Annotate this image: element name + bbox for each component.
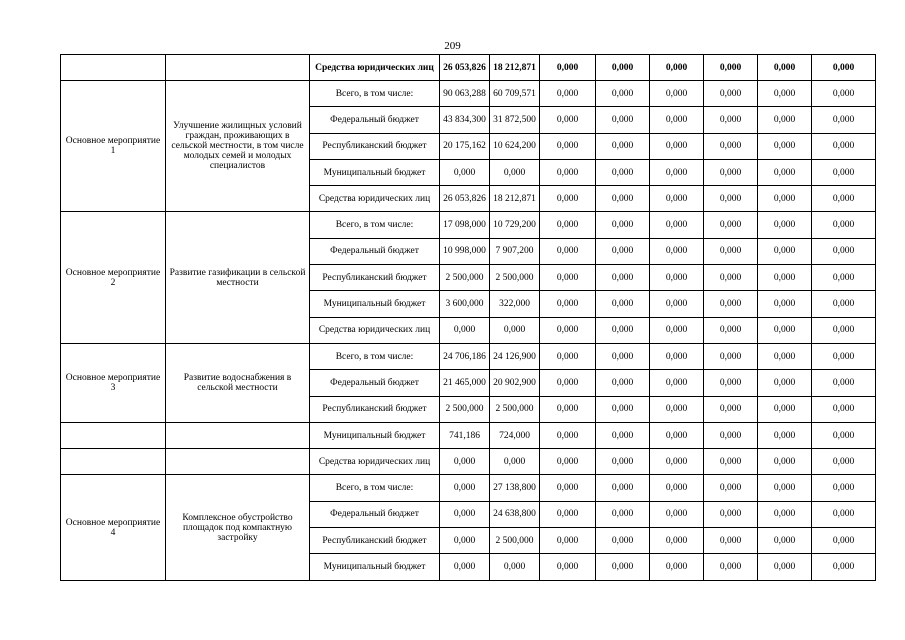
amount-cell: 0,000	[540, 449, 596, 475]
event-cell: Основное мероприятие 2	[61, 212, 166, 343]
amount-cell: 0,000	[540, 55, 596, 81]
amount-cell: 0,000	[596, 186, 650, 212]
amount-cell: 0,000	[704, 212, 758, 238]
funding-source-cell: Всего, в том числе:	[310, 212, 440, 238]
amount-cell: 0,000	[540, 475, 596, 501]
amount-cell: 0,000	[540, 186, 596, 212]
amount-cell: 26 053,826	[440, 55, 490, 81]
funding-source-cell: Федеральный бюджет	[310, 501, 440, 527]
table-row	[61, 449, 876, 475]
amount-cell: 0,000	[540, 107, 596, 133]
table-row	[61, 81, 876, 107]
funding-source-cell: Муниципальный бюджет	[310, 422, 440, 448]
amount-cell: 0,000	[650, 107, 704, 133]
amount-cell: 0,000	[540, 396, 596, 422]
amount-cell: 0,000	[540, 291, 596, 317]
amount-cell: 0,000	[758, 159, 812, 185]
amount-cell: 0,000	[540, 370, 596, 396]
amount-cell: 0,000	[704, 449, 758, 475]
amount-cell: 0,000	[704, 55, 758, 81]
funding-source-cell: Муниципальный бюджет	[310, 159, 440, 185]
budget-table-body	[61, 55, 876, 581]
amount-cell: 24 706,186	[440, 343, 490, 369]
amount-cell: 2 500,000	[440, 396, 490, 422]
amount-cell: 0,000	[650, 370, 704, 396]
amount-cell: 0,000	[490, 554, 540, 580]
amount-cell: 0,000	[704, 186, 758, 212]
amount-cell: 0,000	[490, 317, 540, 343]
amount-cell: 20 902,900	[490, 370, 540, 396]
amount-cell: 0,000	[812, 449, 876, 475]
amount-cell: 0,000	[650, 238, 704, 264]
amount-cell: 0,000	[758, 475, 812, 501]
amount-cell: 0,000	[540, 554, 596, 580]
amount-cell: 26 053,826	[440, 186, 490, 212]
amount-cell: 724,000	[490, 422, 540, 448]
event-cell: Основное мероприятие 1	[61, 81, 166, 212]
description-cell: Развитие водоснабжения в сельской местности	[166, 343, 310, 422]
funding-source-cell: Федеральный бюджет	[310, 238, 440, 264]
amount-cell: 0,000	[650, 475, 704, 501]
amount-cell: 0,000	[758, 554, 812, 580]
funding-source-cell: Средства юридических лиц	[310, 449, 440, 475]
description-cell	[166, 449, 310, 475]
amount-cell: 0,000	[704, 475, 758, 501]
event-cell: Основное мероприятие 4	[61, 475, 166, 580]
amount-cell: 322,000	[490, 291, 540, 317]
amount-cell: 0,000	[812, 81, 876, 107]
amount-cell: 0,000	[596, 133, 650, 159]
amount-cell: 0,000	[704, 370, 758, 396]
amount-cell: 27 138,800	[490, 475, 540, 501]
funding-source-cell: Республиканский бюджет	[310, 528, 440, 554]
amount-cell: 3 600,000	[440, 291, 490, 317]
amount-cell: 0,000	[758, 133, 812, 159]
amount-cell: 0,000	[596, 238, 650, 264]
amount-cell: 0,000	[540, 265, 596, 291]
funding-source-cell: Республиканский бюджет	[310, 265, 440, 291]
event-cell	[61, 422, 166, 448]
amount-cell: 0,000	[704, 159, 758, 185]
amount-cell: 0,000	[596, 449, 650, 475]
amount-cell: 0,000	[440, 554, 490, 580]
amount-cell: 17 098,000	[440, 212, 490, 238]
funding-source-cell: Федеральный бюджет	[310, 370, 440, 396]
amount-cell: 0,000	[540, 317, 596, 343]
table-row	[61, 212, 876, 238]
description-cell: Развитие газификации в сельской местности	[166, 212, 310, 343]
amount-cell: 0,000	[650, 291, 704, 317]
amount-cell: 0,000	[704, 107, 758, 133]
amount-cell: 0,000	[812, 317, 876, 343]
amount-cell: 0,000	[812, 55, 876, 81]
amount-cell: 0,000	[704, 554, 758, 580]
amount-cell: 2 500,000	[490, 265, 540, 291]
amount-cell: 2 500,000	[440, 265, 490, 291]
amount-cell: 0,000	[490, 159, 540, 185]
amount-cell: 90 063,288	[440, 81, 490, 107]
amount-cell: 0,000	[650, 528, 704, 554]
amount-cell: 24 126,900	[490, 343, 540, 369]
amount-cell: 0,000	[758, 370, 812, 396]
amount-cell: 0,000	[650, 317, 704, 343]
amount-cell: 0,000	[650, 343, 704, 369]
amount-cell: 0,000	[812, 291, 876, 317]
amount-cell: 0,000	[596, 291, 650, 317]
amount-cell: 0,000	[596, 475, 650, 501]
funding-source-cell: Федеральный бюджет	[310, 107, 440, 133]
table-row	[61, 343, 876, 369]
funding-source-cell: Средства юридических лиц	[310, 186, 440, 212]
amount-cell: 0,000	[650, 133, 704, 159]
amount-cell: 0,000	[540, 81, 596, 107]
amount-cell: 0,000	[650, 212, 704, 238]
amount-cell: 0,000	[596, 343, 650, 369]
amount-cell: 0,000	[758, 422, 812, 448]
amount-cell: 0,000	[440, 449, 490, 475]
amount-cell: 0,000	[540, 501, 596, 527]
amount-cell: 2 500,000	[490, 528, 540, 554]
table-row	[61, 475, 876, 501]
amount-cell: 7 907,200	[490, 238, 540, 264]
amount-cell: 0,000	[440, 159, 490, 185]
amount-cell: 0,000	[596, 265, 650, 291]
amount-cell: 0,000	[758, 317, 812, 343]
amount-cell: 0,000	[596, 55, 650, 81]
amount-cell: 0,000	[596, 501, 650, 527]
amount-cell: 0,000	[812, 422, 876, 448]
funding-source-cell: Всего, в том числе:	[310, 81, 440, 107]
amount-cell: 0,000	[540, 422, 596, 448]
funding-source-cell: Средства юридических лиц	[310, 55, 440, 81]
amount-cell: 0,000	[704, 343, 758, 369]
amount-cell: 0,000	[650, 501, 704, 527]
amount-cell: 0,000	[650, 186, 704, 212]
funding-source-cell: Муниципальный бюджет	[310, 554, 440, 580]
page-number: 209	[444, 40, 461, 52]
amount-cell: 0,000	[812, 343, 876, 369]
table-row	[61, 55, 876, 81]
amount-cell: 0,000	[596, 212, 650, 238]
amount-cell: 0,000	[596, 107, 650, 133]
table-row	[61, 422, 876, 448]
amount-cell: 0,000	[650, 554, 704, 580]
amount-cell: 0,000	[490, 449, 540, 475]
amount-cell: 0,000	[596, 317, 650, 343]
amount-cell: 0,000	[758, 343, 812, 369]
amount-cell: 10 729,200	[490, 212, 540, 238]
amount-cell: 0,000	[758, 55, 812, 81]
amount-cell: 0,000	[650, 422, 704, 448]
amount-cell: 0,000	[704, 133, 758, 159]
amount-cell: 0,000	[704, 81, 758, 107]
amount-cell: 0,000	[758, 81, 812, 107]
amount-cell: 0,000	[704, 265, 758, 291]
amount-cell: 0,000	[812, 396, 876, 422]
amount-cell: 0,000	[704, 238, 758, 264]
amount-cell: 0,000	[812, 212, 876, 238]
funding-source-cell: Республиканский бюджет	[310, 133, 440, 159]
description-cell: Комплексное обустройство площадок под компактную застройку	[166, 475, 310, 580]
amount-cell: 0,000	[596, 370, 650, 396]
amount-cell: 0,000	[812, 133, 876, 159]
amount-cell: 0,000	[440, 317, 490, 343]
amount-cell: 0,000	[812, 554, 876, 580]
amount-cell: 21 465,000	[440, 370, 490, 396]
amount-cell: 0,000	[812, 501, 876, 527]
amount-cell: 0,000	[758, 212, 812, 238]
amount-cell: 0,000	[812, 186, 876, 212]
amount-cell: 0,000	[704, 422, 758, 448]
funding-source-cell: Всего, в том числе:	[310, 343, 440, 369]
amount-cell: 31 872,500	[490, 107, 540, 133]
funding-source-cell: Средства юридических лиц	[310, 317, 440, 343]
amount-cell: 18 212,871	[490, 186, 540, 212]
amount-cell: 0,000	[758, 291, 812, 317]
amount-cell: 0,000	[758, 449, 812, 475]
funding-source-cell: Республиканский бюджет	[310, 396, 440, 422]
funding-source-cell: Муниципальный бюджет	[310, 291, 440, 317]
amount-cell: 0,000	[812, 475, 876, 501]
amount-cell: 20 175,162	[440, 133, 490, 159]
description-cell	[166, 55, 310, 81]
amount-cell: 43 834,300	[440, 107, 490, 133]
amount-cell: 0,000	[812, 528, 876, 554]
amount-cell: 741,186	[440, 422, 490, 448]
amount-cell: 0,000	[758, 107, 812, 133]
amount-cell: 0,000	[596, 528, 650, 554]
event-cell: Основное мероприятие 3	[61, 343, 166, 422]
amount-cell: 0,000	[650, 396, 704, 422]
amount-cell: 0,000	[758, 186, 812, 212]
amount-cell: 0,000	[440, 475, 490, 501]
amount-cell: 0,000	[540, 212, 596, 238]
budget-table	[60, 54, 876, 581]
amount-cell: 0,000	[704, 317, 758, 343]
amount-cell: 10 998,000	[440, 238, 490, 264]
amount-cell: 0,000	[540, 159, 596, 185]
event-cell	[61, 55, 166, 81]
amount-cell: 0,000	[540, 133, 596, 159]
amount-cell: 2 500,000	[490, 396, 540, 422]
amount-cell: 0,000	[812, 370, 876, 396]
amount-cell: 0,000	[812, 107, 876, 133]
amount-cell: 0,000	[704, 396, 758, 422]
amount-cell: 0,000	[758, 528, 812, 554]
amount-cell: 0,000	[704, 291, 758, 317]
amount-cell: 0,000	[596, 554, 650, 580]
amount-cell: 0,000	[758, 265, 812, 291]
amount-cell: 0,000	[758, 501, 812, 527]
amount-cell: 24 638,800	[490, 501, 540, 527]
description-cell	[166, 422, 310, 448]
amount-cell: 0,000	[650, 449, 704, 475]
amount-cell: 18 212,871	[490, 55, 540, 81]
amount-cell: 0,000	[440, 501, 490, 527]
amount-cell: 0,000	[540, 343, 596, 369]
amount-cell: 0,000	[704, 528, 758, 554]
amount-cell: 0,000	[540, 238, 596, 264]
amount-cell: 0,000	[440, 528, 490, 554]
amount-cell: 10 624,200	[490, 133, 540, 159]
amount-cell: 0,000	[812, 159, 876, 185]
amount-cell: 0,000	[650, 81, 704, 107]
amount-cell: 0,000	[650, 265, 704, 291]
amount-cell: 0,000	[596, 396, 650, 422]
amount-cell: 0,000	[596, 81, 650, 107]
amount-cell: 0,000	[650, 55, 704, 81]
event-cell	[61, 449, 166, 475]
amount-cell: 0,000	[758, 238, 812, 264]
funding-source-cell: Всего, в том числе:	[310, 475, 440, 501]
amount-cell: 0,000	[758, 396, 812, 422]
amount-cell: 0,000	[650, 159, 704, 185]
amount-cell: 0,000	[704, 501, 758, 527]
amount-cell: 0,000	[812, 265, 876, 291]
amount-cell: 0,000	[596, 422, 650, 448]
amount-cell: 60 709,571	[490, 81, 540, 107]
amount-cell: 0,000	[596, 159, 650, 185]
amount-cell: 0,000	[812, 238, 876, 264]
amount-cell: 0,000	[540, 528, 596, 554]
description-cell: Улучшение жилищных условий граждан, проживающих в сельской местности, в том числе молодых семей и молодых специалистов	[166, 81, 310, 212]
